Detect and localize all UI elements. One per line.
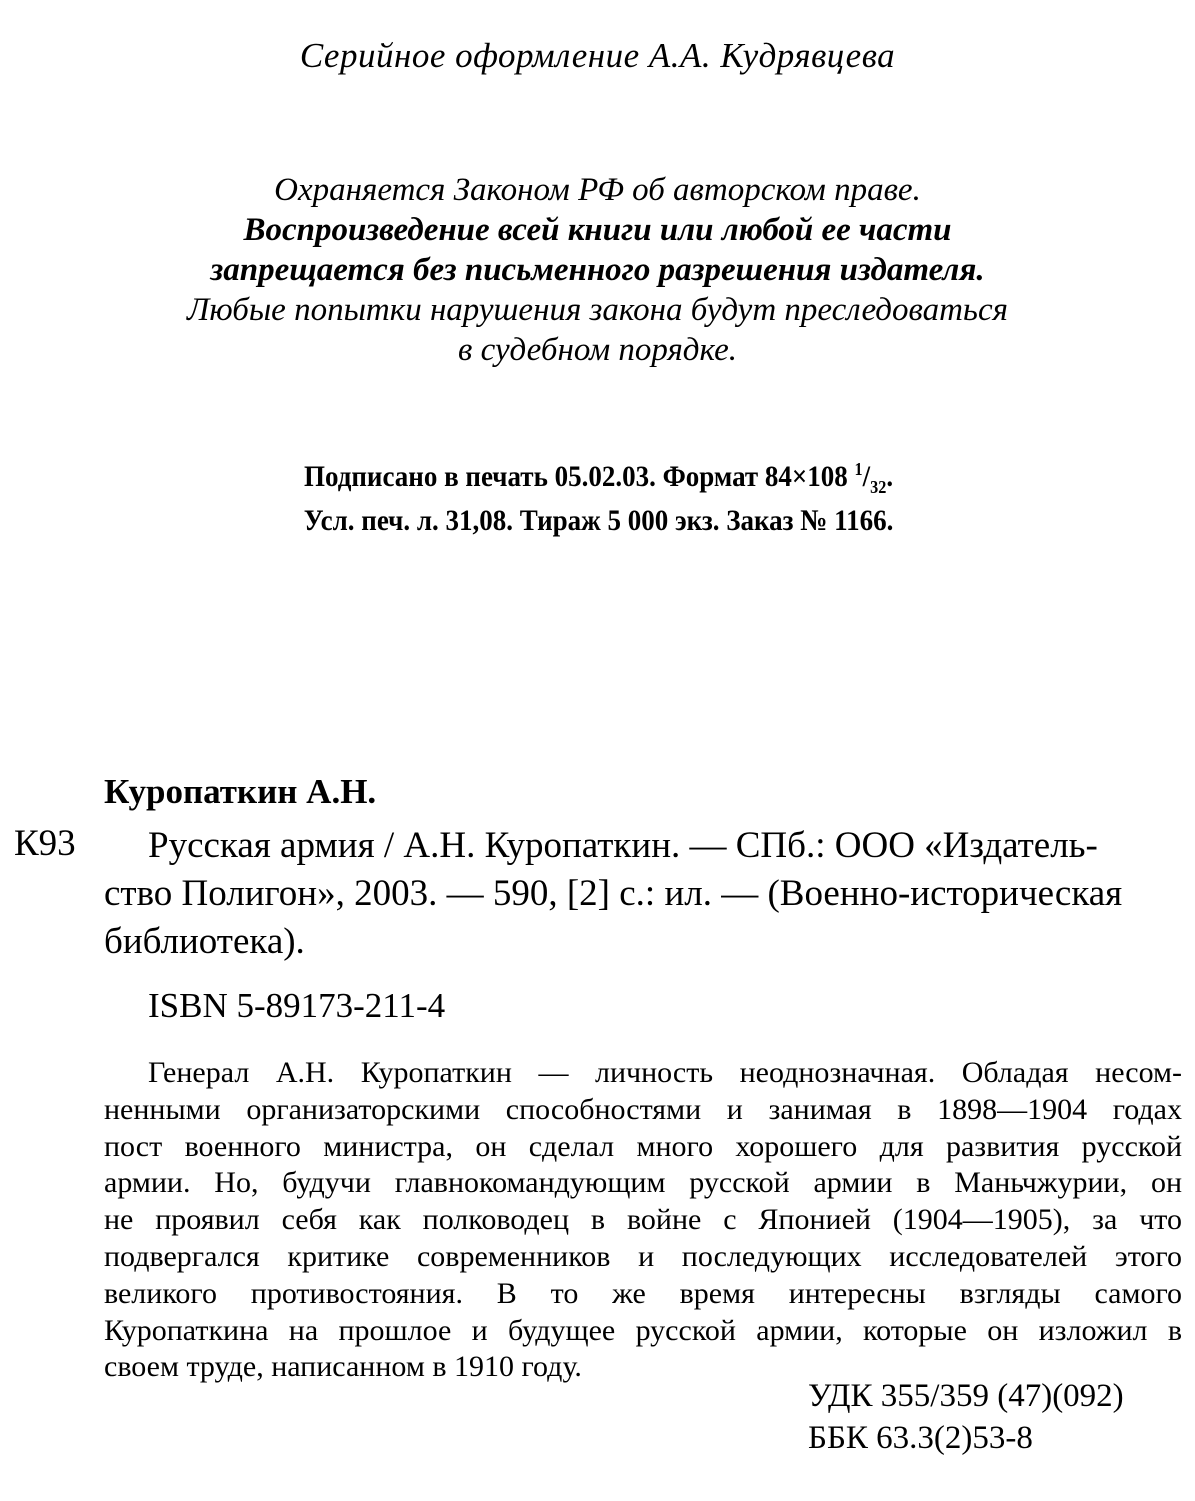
print-info: [61, 455, 1137, 543]
bibliographic-entry: [104, 822, 1174, 966]
copyright-line: запрещается без письменного разрешения издателя.: [210, 252, 985, 288]
series-design-credit: Серийное оформление А.А. Кудрявцева: [299, 36, 896, 75]
print-info-suffix: .: [886, 460, 894, 493]
copyright-line: в судебном порядке.: [458, 332, 737, 368]
print-info-line-1: Подписано в печать 05.02.03. Формат 84×108 $^1/_{32}$.: [303, 459, 894, 497]
bib-line: библиотека).: [104, 921, 305, 962]
annotation-line: Куропаткина на прошлое и будущее русской армии, которые он изложил в: [104, 1313, 1182, 1347]
annotation-line: Генерал А.Н. Куропаткин — личность неоднозначная. Обладая несом-: [148, 1056, 1182, 1089]
format-fraction-denominator: 32: [870, 477, 887, 497]
annotation-line: ненными организаторскими способностями и занимая в 1898—1904 годах: [104, 1092, 1182, 1126]
bib-line: ство Полигон», 2003. — 590, [2] с.: ил. — (Военно-историческая: [104, 873, 1123, 914]
print-info-line-2: Усл. печ. л. 31,08. Тираж 5 000 экз. Заказ № 1166.: [303, 504, 894, 537]
annotation-line: великого противостояния. В то же время интересны взгляды самого: [104, 1276, 1182, 1310]
bbk-code: ББК 63.3(2)53-8: [808, 1420, 1033, 1456]
annotation-line: не проявил себя как полководец в войне с Японией (1904—1905), за что: [104, 1203, 1182, 1237]
annotation-line: своем труде, написанном в 1910 году.: [104, 1350, 582, 1384]
format-fraction-numerator: 1: [854, 459, 863, 479]
classification-codes: [808, 1375, 1124, 1459]
book-annotation: [104, 1055, 1182, 1386]
copyright-line: Воспроизведение всей книги или любой ее части: [243, 212, 952, 248]
udk-code: УДК 355/359 (47)(092): [808, 1378, 1124, 1414]
isbn-number: ISBN 5-89173-211-4: [148, 986, 446, 1025]
copyright-notice: [0, 170, 1195, 370]
copyright-line: Охраняется Законом РФ об авторском праве.: [274, 172, 921, 208]
print-info-prefix: Подписано в печать 05.02.03. Формат 84×108: [303, 460, 855, 493]
copyright-line: Любые попытки нарушения закона будут преследоваться: [187, 292, 1008, 328]
author-mark-code: К93: [14, 823, 76, 864]
annotation-line: подвергался критике современников и последующих исследователей этого: [104, 1239, 1182, 1273]
annotation-line: пост военного министра, он сделал много хорошего для развития русской: [104, 1129, 1182, 1163]
author-heading: Куропаткин А.Н.: [104, 772, 377, 811]
annotation-line: армии. Но, будучи главнокомандующим русской армии в Маньчжурии, он: [104, 1166, 1182, 1200]
bib-line: Русская армия / А.Н. Куропаткин. — СПб.: ООО «Издатель-: [148, 825, 1098, 866]
